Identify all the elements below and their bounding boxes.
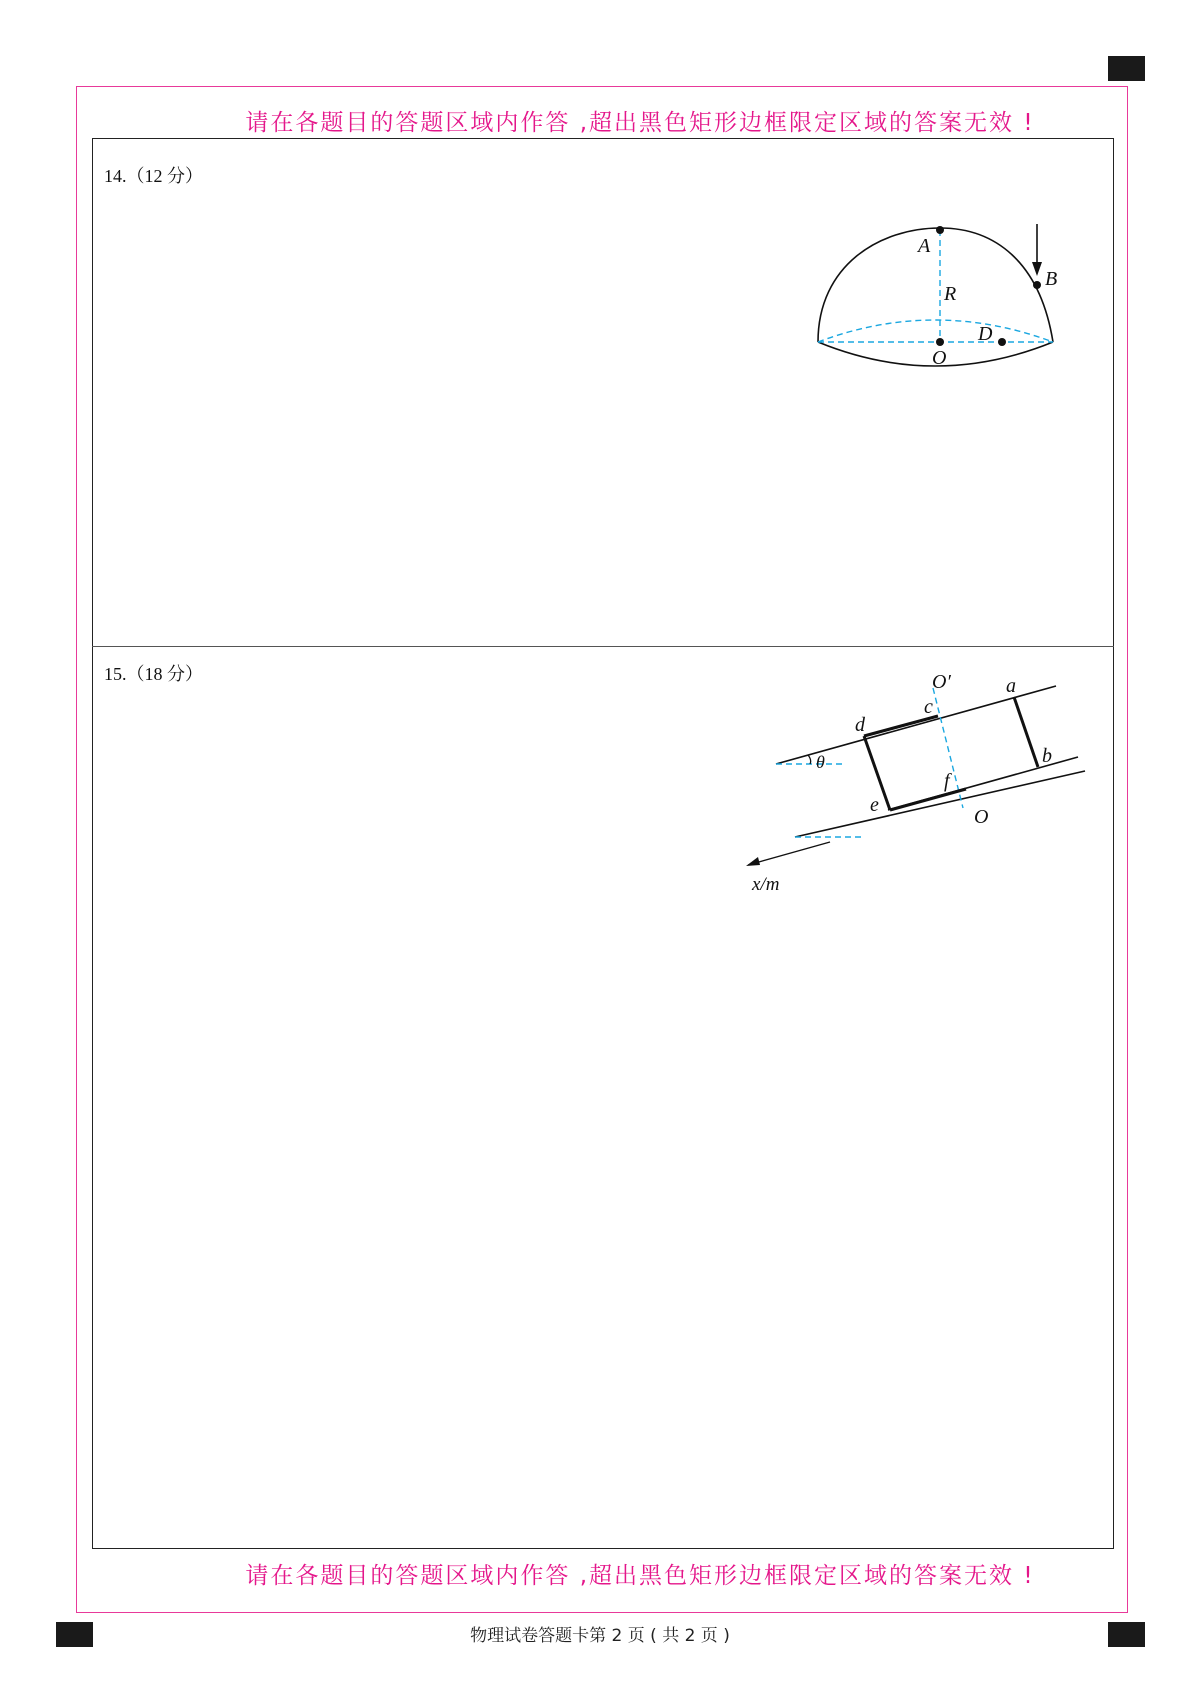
label-O: O <box>932 347 947 369</box>
page-footer: 物理试卷答题卡第 2 页 ( 共 2 页 ) <box>470 1626 730 1646</box>
figure-inclined-rails <box>730 660 1100 900</box>
point-B <box>1033 281 1041 289</box>
question-15-label: 15.（18 分） <box>104 664 203 684</box>
label-a: a <box>1006 675 1016 697</box>
segment-ab <box>1014 697 1038 767</box>
theta-arc <box>808 755 811 764</box>
point-O <box>936 338 944 346</box>
point-D <box>998 338 1006 346</box>
warning-top <box>0 104 1200 137</box>
base-back-arc <box>818 320 1053 342</box>
warning-top-text: 请在各题目的答题区域内作答 ,超出黑色矩形边框限定区域的答案无效 ! <box>245 110 1035 136</box>
label-c: c <box>924 696 933 718</box>
label-x-axis: x/m <box>752 874 780 895</box>
corner-marker-top-right <box>1108 56 1145 81</box>
drop-arrow-head <box>1032 262 1042 276</box>
label-d: d <box>855 714 865 736</box>
point-A <box>936 226 944 234</box>
label-R: R <box>944 283 957 305</box>
question-divider <box>92 646 1114 647</box>
x-axis-line <box>748 842 830 865</box>
segment-dc <box>864 716 938 736</box>
x-axis-arrowhead <box>746 857 760 866</box>
label-theta: θ <box>816 752 825 772</box>
label-b: b <box>1042 745 1052 767</box>
question-14-label: 14.（12 分） <box>104 166 203 186</box>
figure-hemisphere <box>805 208 1065 398</box>
label-B: B <box>1045 268 1058 290</box>
dome-arc <box>818 228 1053 342</box>
label-D: D <box>978 323 993 345</box>
warning-bottom <box>0 1557 1200 1590</box>
rail-bottom <box>795 771 1085 837</box>
label-f: f <box>944 770 950 792</box>
label-e: e <box>870 794 879 816</box>
label-O-prime: O′ <box>932 671 951 693</box>
label-O: O <box>974 806 989 828</box>
warning-bottom-text: 请在各题目的答题区域内作答 ,超出黑色矩形边框限定区域的答案无效 ! <box>245 1563 1035 1589</box>
label-A: A <box>918 235 931 257</box>
